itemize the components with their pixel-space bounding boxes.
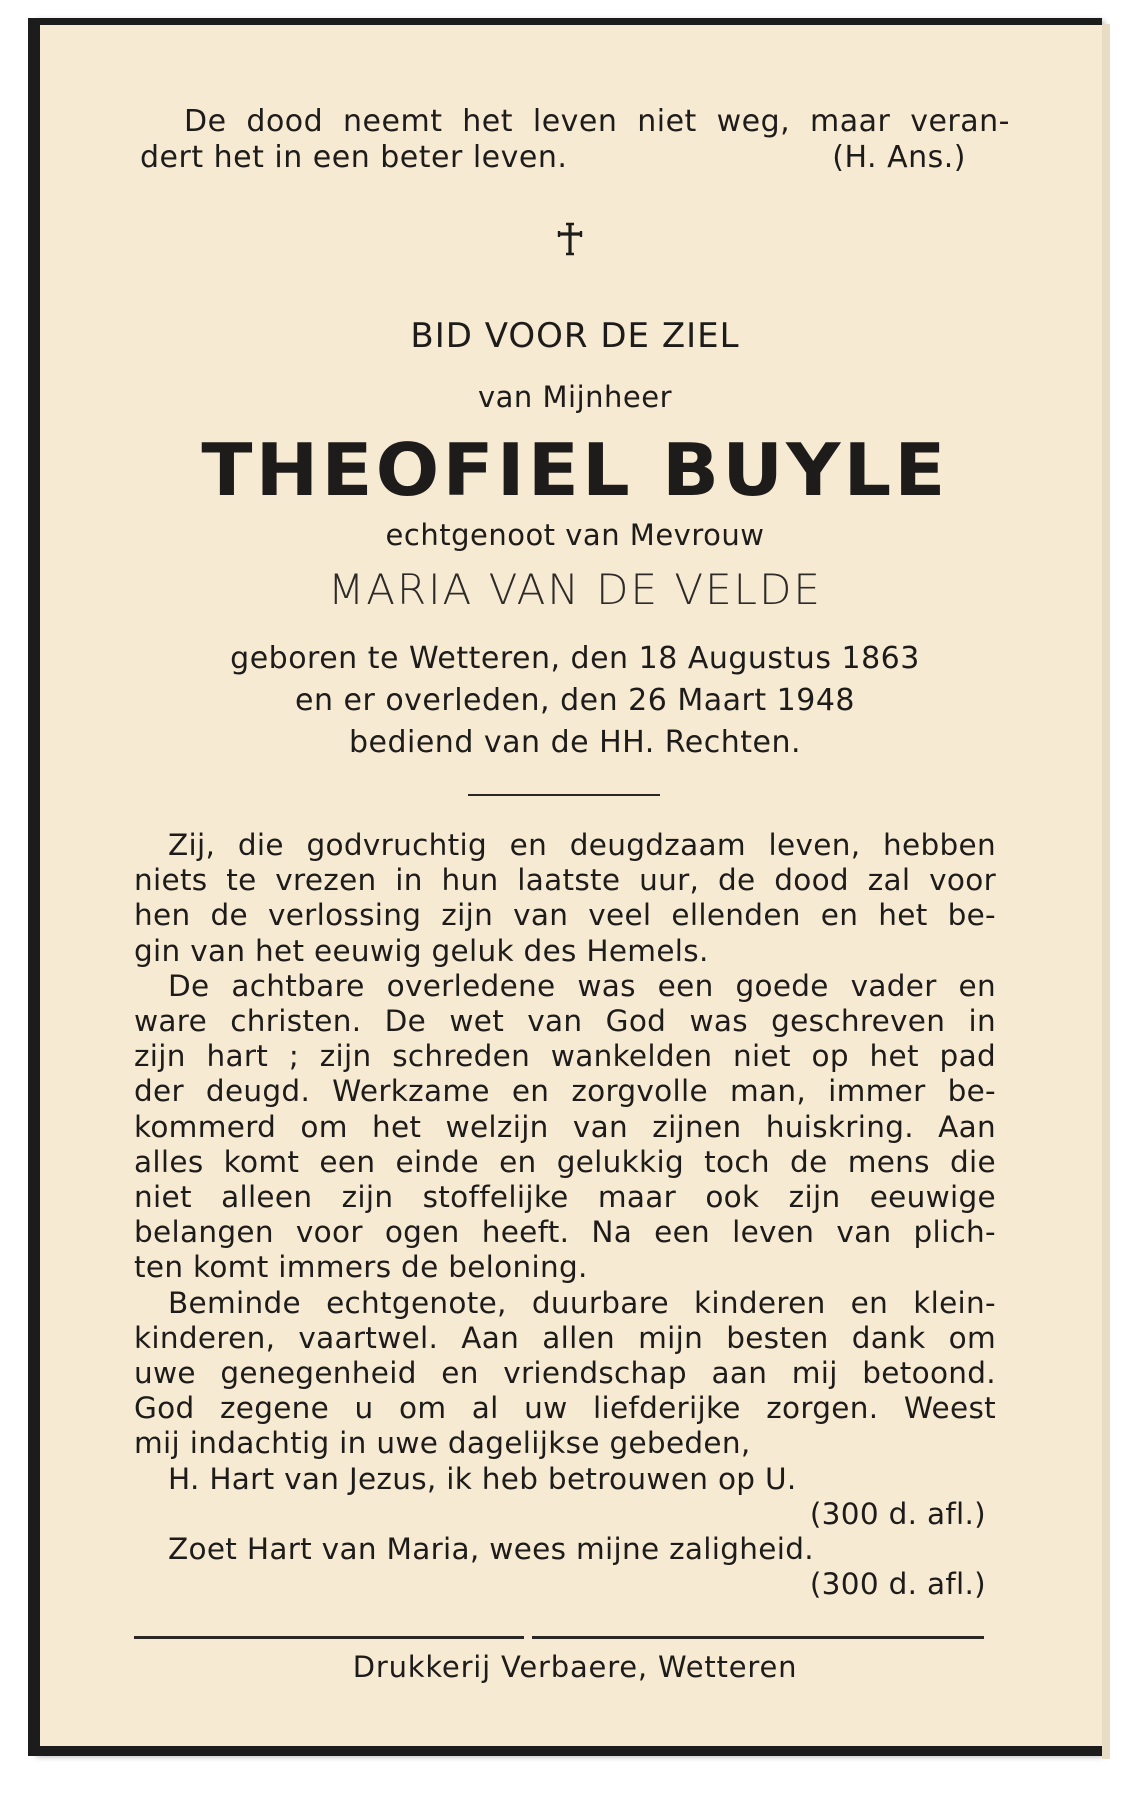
text-line: niets te vrezen in hun laatste uur, de dood zal voor bbox=[134, 863, 996, 898]
birth-line: geboren te Wetteren, den 18 Augustus 1863 bbox=[230, 641, 920, 676]
printer-credit: Drukkerij Verbaere, Wetteren bbox=[352, 1650, 798, 1684]
death-line: en er overleden, den 26 Maart 1948 bbox=[294, 683, 855, 718]
prayer-line: H. Hart van Jezus, ik heb betrouwen op U. bbox=[168, 1461, 797, 1496]
text-line: De achtbare overledene was een goede vader en bbox=[168, 968, 996, 1003]
text-line: hen de verlossing zijn van veel ellenden en het be- bbox=[134, 898, 996, 933]
text-line: der deugd. Werkzame en zorgvolle man, immer be- bbox=[134, 1074, 996, 1109]
epigraph-quote bbox=[140, 104, 1010, 176]
mourning-border-bottom bbox=[28, 1746, 1102, 1756]
cross-icon-svg bbox=[555, 222, 585, 256]
text-line: alles komt een einde en gelukkig toch de mens die bbox=[134, 1144, 996, 1179]
text-line: mij indachtig in uwe dagelijkse gebeden, bbox=[134, 1426, 751, 1461]
sacraments-line: bediend van de HH. Rechten. bbox=[348, 725, 802, 760]
card-edge-shadow bbox=[1102, 24, 1110, 1759]
honorific-line: van Mijnheer bbox=[477, 380, 673, 414]
text-line: ten komt immers de beloning. bbox=[134, 1250, 588, 1285]
text-line: kommerd om het welzijn van zijnen huiskring. Aan bbox=[134, 1109, 996, 1144]
footer-rule-left bbox=[134, 1636, 524, 1639]
prayer-heading: BID VOOR DE ZIEL bbox=[410, 316, 740, 356]
text-line: ware christen. De wet van God was geschreven in bbox=[134, 1004, 996, 1039]
text-line: God zegene u om al uw liefderijke zorgen. Weest bbox=[134, 1391, 996, 1426]
quote-author: (H. Ans.) bbox=[832, 140, 966, 175]
mourning-border-left bbox=[28, 18, 40, 1756]
prayer-line: Zoet Hart van Maria, wees mijne zaligheid. bbox=[168, 1532, 814, 1567]
cross-icon bbox=[540, 222, 600, 263]
text-line: gin van het eeuwig geluk des Hemels. bbox=[134, 933, 709, 968]
spouse-name: MARIA VAN DE VELDE bbox=[328, 565, 822, 614]
text-line: kinderen, vaartwel. Aan allen mijn besten dank om bbox=[134, 1320, 996, 1355]
text-line: uwe genegenheid en vriendschap aan mij betoond. bbox=[134, 1356, 996, 1391]
text-line: belangen voor ogen heeft. Na een leven van plich- bbox=[134, 1215, 996, 1250]
deceased-name: THEOFIEL BUYLE bbox=[201, 428, 949, 512]
text-line: zijn hart ; zijn schreden wankelden niet op het pad bbox=[134, 1039, 996, 1074]
quote-line-1: De dood neemt het leven niet weg, maar veran- bbox=[184, 104, 1010, 139]
text-line: niet alleen zijn stoffelijke maar ook zijn eeuwige bbox=[134, 1180, 996, 1215]
footer-rule-right bbox=[532, 1636, 984, 1639]
section-divider bbox=[468, 794, 660, 796]
mourning-border-top bbox=[34, 18, 1102, 25]
spouse-intro: echtgenoot van Mevrouw bbox=[385, 518, 765, 552]
indulgence-note: (300 d. afl.) bbox=[809, 1496, 986, 1531]
text-line: Zij, die godvruchtig en deugdzaam leven, hebben bbox=[168, 828, 996, 862]
text-line: Beminde echtgenote, duurbare kinderen en klein- bbox=[168, 1285, 996, 1320]
quote-line-2: dert het in een beter leven. bbox=[140, 140, 568, 175]
memorial-text bbox=[134, 828, 996, 1602]
indulgence-note: (300 d. afl.) bbox=[809, 1567, 986, 1602]
life-dates bbox=[140, 638, 1010, 764]
